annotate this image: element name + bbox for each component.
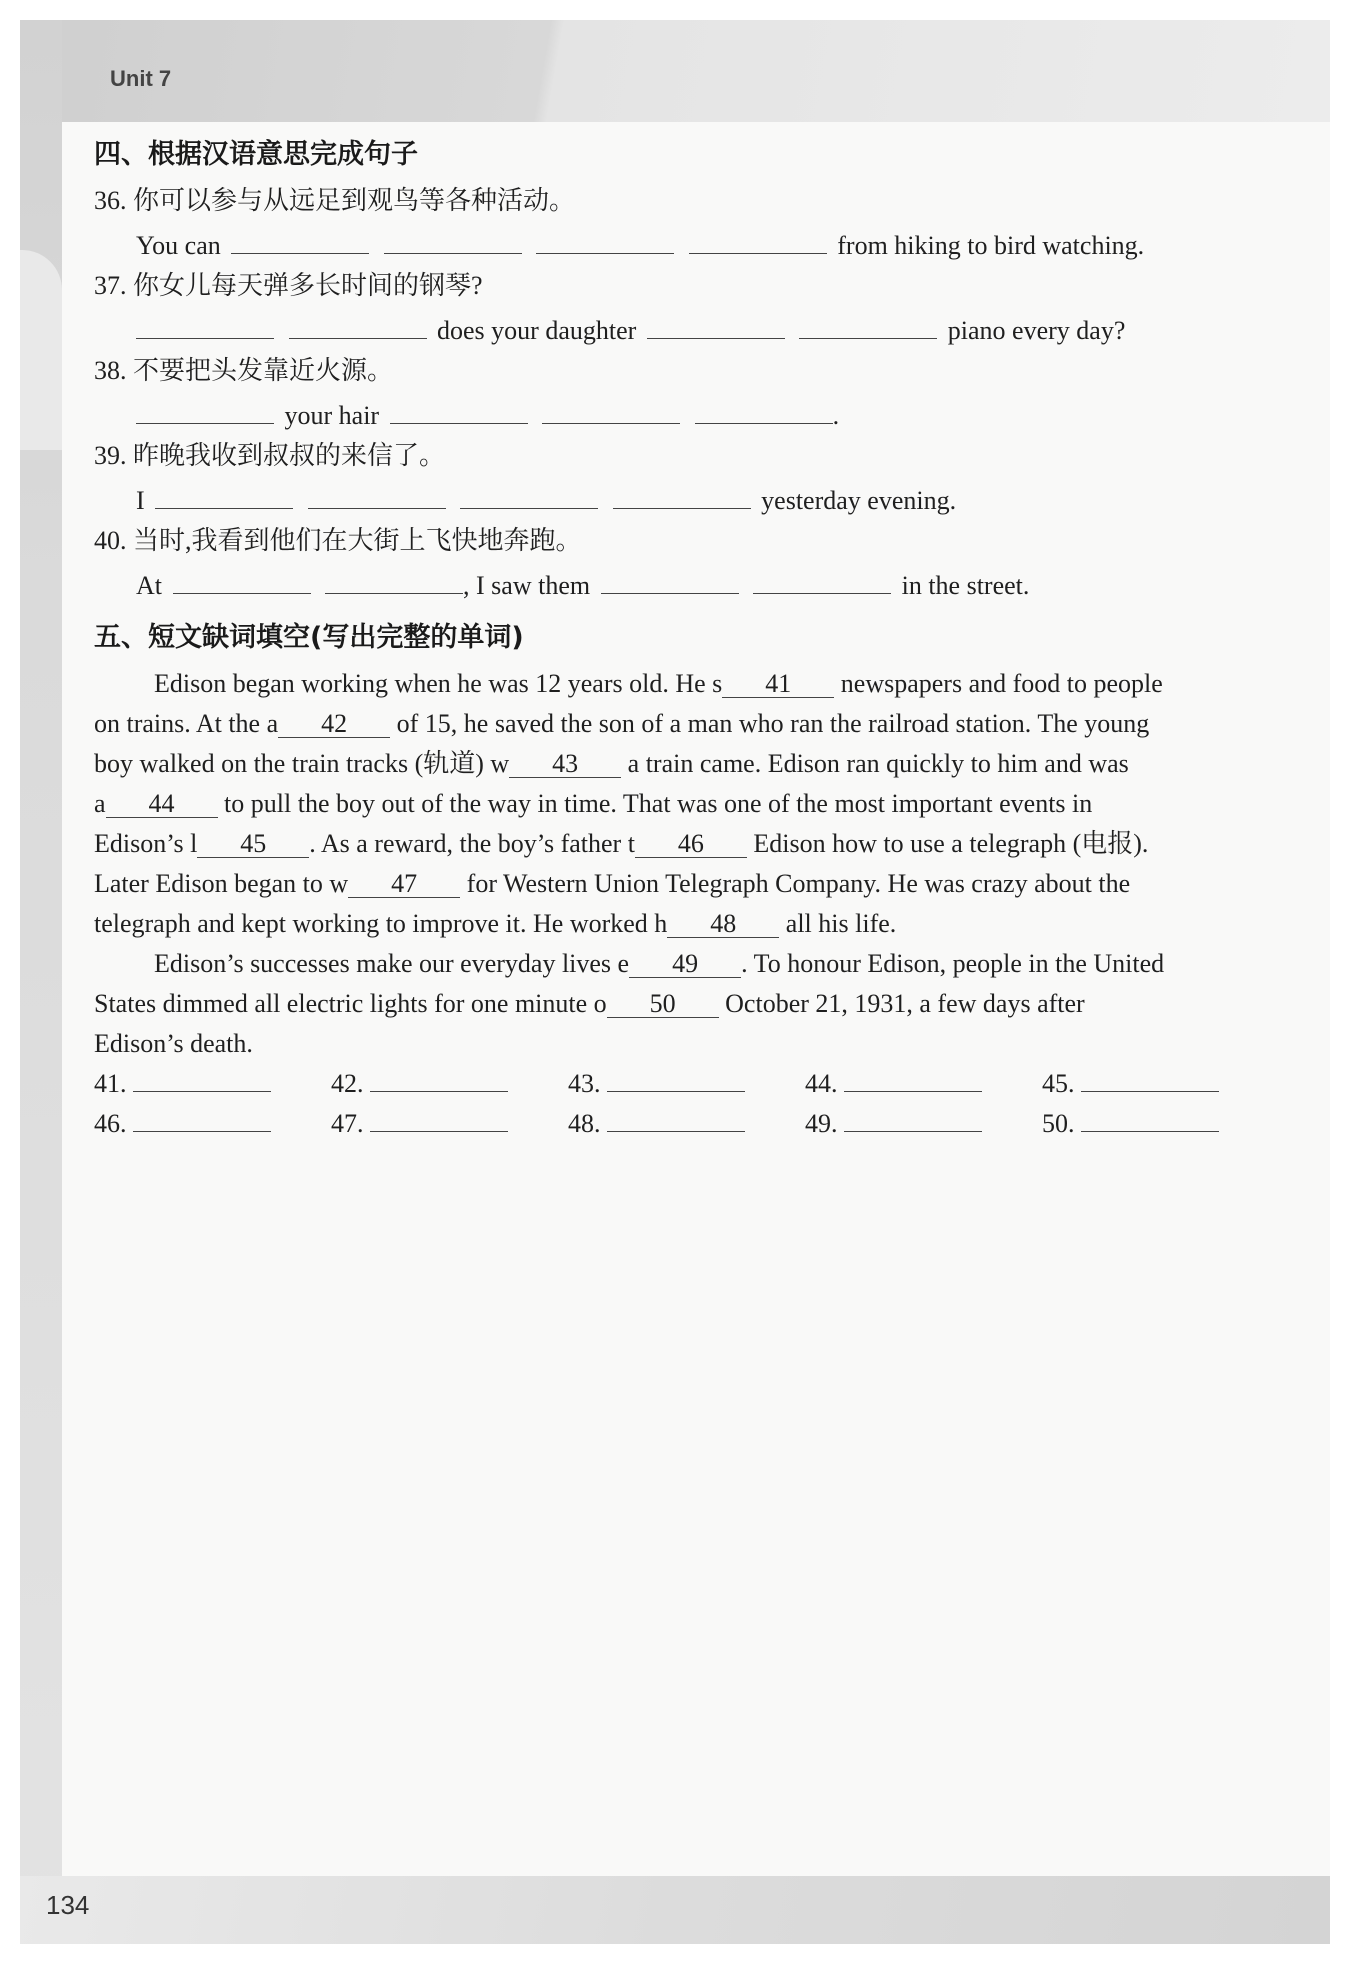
passage-text: October 21, 1931, a few days after [718,989,1085,1018]
answer-blank-44[interactable] [844,1069,982,1092]
q37-blank-4[interactable] [799,316,937,339]
q37-text-mid: does your daughter [437,316,637,345]
passage-text: Edison’s successes make our everyday lives e [154,949,630,978]
cloze-blank-49[interactable]: 49 [629,951,741,978]
q39-english [136,484,956,518]
cloze-blank-46[interactable]: 46 [635,831,747,858]
passage-line-4 [94,787,1092,821]
q39-text-before: I [136,486,145,515]
passage-text: a train came. Edison ran quickly to him and was [621,749,1129,778]
q38-chinese: 38. 不要把头发靠近火源。 [94,356,394,385]
answer-blank-48[interactable] [607,1109,745,1132]
q38-english [136,399,839,433]
passage-text: to pull the boy out of the way in time. That was one of the most important events in [217,789,1093,818]
passage-text: boy walked on the train tracks (轨道) w [94,749,510,778]
cloze-blank-45[interactable]: 45 [197,831,309,858]
answer-50 [1042,1107,1219,1141]
q36-chinese: 36. 你可以参与从远足到观鸟等各种活动。 [94,186,576,215]
q36-blank-3[interactable] [536,231,674,254]
answer-number: 45. [1042,1069,1075,1098]
passage-text: newspapers and food to people [834,669,1163,698]
passage-text: Edison’s l [94,829,198,858]
answer-49 [805,1107,982,1141]
cloze-blank-41[interactable]: 41 [722,671,834,698]
passage-text: States dimmed all electric lights for one minute o [94,989,607,1018]
q36-blank-2[interactable] [384,231,522,254]
q40-english [136,569,1029,603]
passage-line-10 [94,1027,253,1061]
passage-line-8 [154,947,1164,981]
q39-blank-2[interactable] [308,486,446,509]
passage-text: Edison began working when he was 12 years old. He s [154,669,723,698]
passage-text: Edison’s death. [94,1029,253,1058]
passage-text: . To honour Edison, people in the United [741,949,1165,978]
cloze-blank-43[interactable]: 43 [509,751,621,778]
passage-text: . As a reward, the boy’s father t [309,829,635,858]
passage-text: of 15, he saved the son of a man who ran the railroad station. The young [390,709,1150,738]
q37-blank-2[interactable] [289,316,427,339]
passage-line-7 [94,907,896,941]
unit-label: Unit 7 [110,66,172,91]
cloze-blank-50[interactable]: 50 [607,991,719,1018]
q37-english [136,314,1125,348]
passage-text: Later Edison began to w [94,869,349,898]
header-band [20,20,1330,122]
answer-number: 47. [331,1109,364,1138]
passage-line-1 [154,667,1163,701]
answer-45 [1042,1067,1219,1101]
answer-blank-46[interactable] [133,1109,271,1132]
q39-blank-1[interactable] [155,486,293,509]
passage-line-3 [94,747,1129,781]
section4-title: 四、根据汉语意思完成句子 [94,139,418,170]
answer-number: 48. [568,1109,601,1138]
answer-number: 44. [805,1069,838,1098]
answer-number: 42. [331,1069,364,1098]
q40-blank-4[interactable] [753,571,891,594]
answer-44 [805,1067,982,1101]
answer-47 [331,1107,508,1141]
answer-blank-45[interactable] [1081,1069,1219,1092]
cloze-blank-42[interactable]: 42 [278,711,390,738]
q39-blank-4[interactable] [613,486,751,509]
answer-46 [94,1107,271,1141]
q39-text-after: yesterday evening. [761,486,957,515]
q40-blank-2[interactable] [325,571,463,594]
answer-43 [568,1067,745,1101]
q36-blank-1[interactable] [231,231,369,254]
q38-blank-4[interactable] [695,401,833,424]
answer-blank-50[interactable] [1081,1109,1219,1132]
passage-line-2 [94,707,1149,741]
q38-blank-1[interactable] [136,401,274,424]
page-number: 134 [46,1890,90,1920]
answer-number: 41. [94,1069,127,1098]
answer-41 [94,1067,271,1101]
answer-blank-43[interactable] [607,1069,745,1092]
answer-blank-42[interactable] [370,1069,508,1092]
passage-text: a [94,789,106,818]
answer-48 [568,1107,745,1141]
passage-text: telegraph and kept working to improve it. He worked h [94,909,668,938]
passage-line-9 [94,987,1085,1021]
passage-line-5 [94,827,1148,861]
q37-blank-3[interactable] [647,316,785,339]
q38-blank-2[interactable] [390,401,528,424]
q39-chinese: 39. 昨晚我收到叔叔的来信了。 [94,441,446,470]
cloze-blank-44[interactable]: 44 [106,791,218,818]
q40-blank-3[interactable] [601,571,739,594]
answer-number: 50. [1042,1109,1075,1138]
q40-chinese: 40. 当时,我看到他们在大街上飞快地奔跑。 [94,526,582,555]
q37-blank-1[interactable] [136,316,274,339]
q40-text-before: At [136,571,162,600]
cloze-blank-47[interactable]: 47 [348,871,460,898]
answer-number: 46. [94,1109,127,1138]
q36-text-after: from hiking to bird watching. [837,231,1145,260]
answer-42 [331,1067,508,1101]
answer-blank-49[interactable] [844,1109,982,1132]
footer-band [20,1876,1330,1944]
passage-text: all his life. [779,909,897,938]
answer-blank-41[interactable] [133,1069,271,1092]
q36-blank-4[interactable] [689,231,827,254]
q40-blank-1[interactable] [173,571,311,594]
passage-line-6 [94,867,1130,901]
section5-title: 五、短文缺词填空(写出完整的单词) [94,622,524,653]
q39-blank-3[interactable] [460,486,598,509]
q36-text-before: You can [136,231,221,260]
passage-text: Edison how to use a telegraph (电报). [746,829,1149,858]
q38-blank-3[interactable] [542,401,680,424]
answer-number: 43. [568,1069,601,1098]
answer-number: 49. [805,1109,838,1138]
q40-text-after: in the street. [901,571,1030,600]
q37-chinese: 37. 你女儿每天弹多长时间的钢琴? [94,271,483,300]
answer-blank-47[interactable] [370,1109,508,1132]
left-margin-shape [20,250,62,450]
cloze-blank-48[interactable]: 48 [667,911,779,938]
q40-text-mid: , I saw them [463,571,591,600]
passage-text: on trains. At the a [94,709,279,738]
q38-text-after: . [832,401,840,430]
q38-text-mid: your hair [284,401,380,430]
passage-text: for Western Union Telegraph Company. He was crazy about the [460,869,1131,898]
q37-text-after: piano every day? [947,316,1126,345]
q36-english [136,229,1144,263]
